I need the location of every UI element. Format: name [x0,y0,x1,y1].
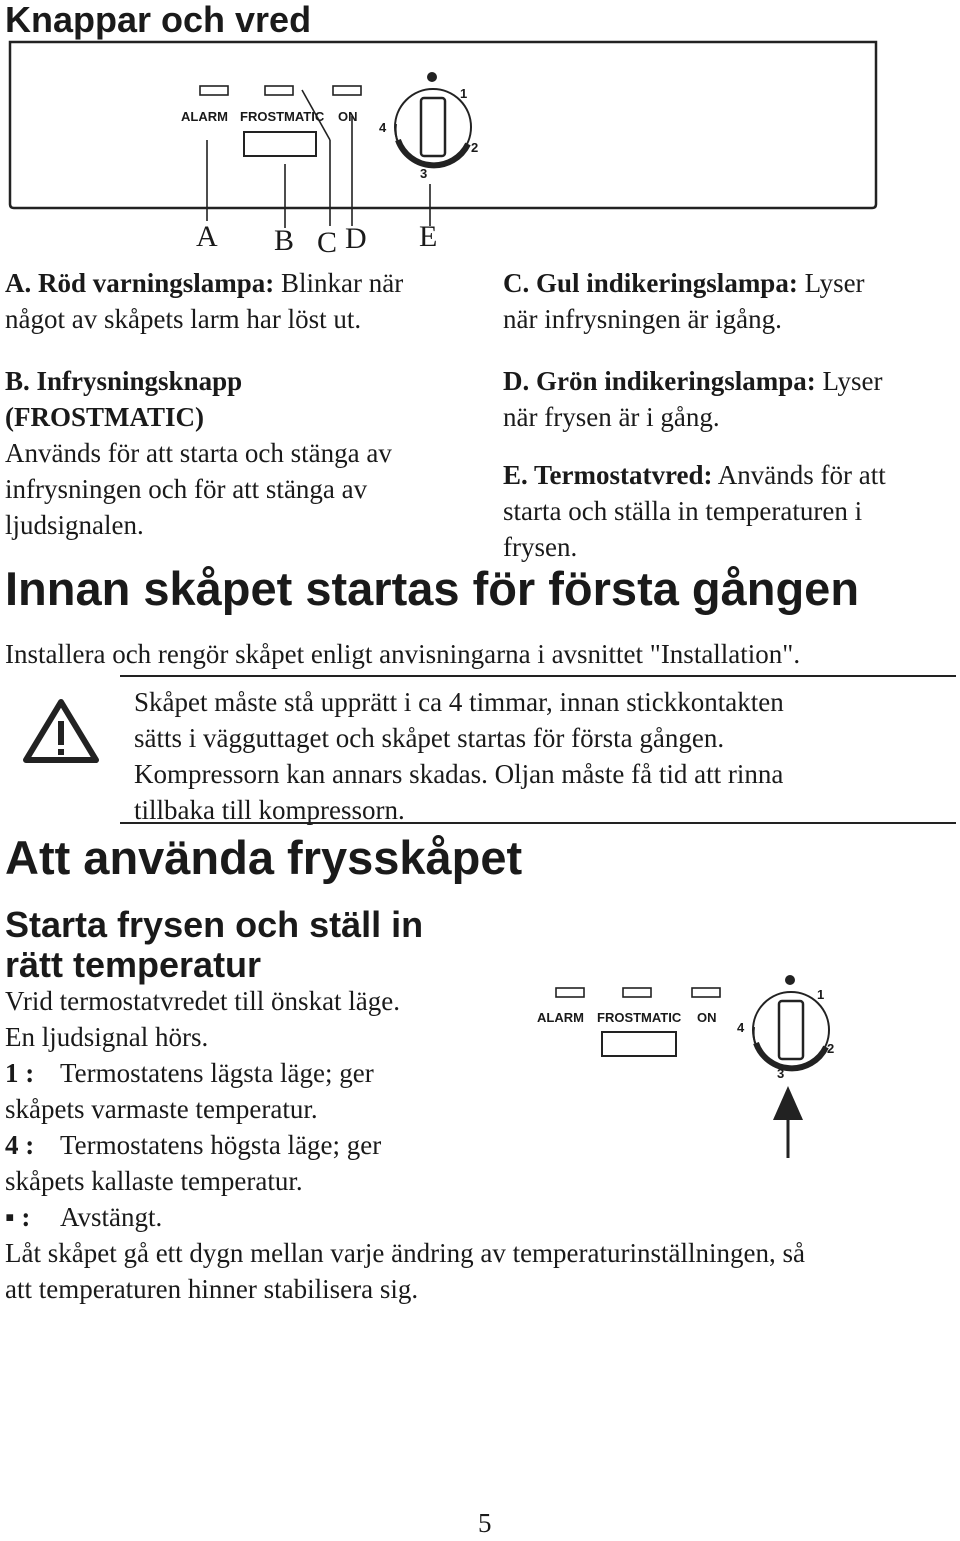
dial-mark-4-2: 4 [737,1020,745,1035]
subsection-title-line1: Starta frysen och ställ in [5,904,424,945]
key-off-text: Avstängt. [60,1202,163,1232]
legend-a-title: A. Röd varningslampa: [5,268,275,298]
legend-item-c [503,265,958,301]
before-start-intro: Installera och rengör skåpet enligt anvisningarna i avsnittet "Installation". [5,639,801,669]
section-title-controls: Knappar och vred [5,0,312,40]
legend-item-a [5,265,485,301]
on-panel-label: ON [338,109,358,124]
warning-line3: Kompressorn kan annars skadas. Oljan måste få tid att rinna [134,759,784,789]
legend-c-title: C. Gul indikeringslampa: [503,268,798,298]
warning-bottom-rule [120,822,956,824]
key-4-text: Termostatens högsta läge; ger [60,1130,382,1160]
dial-mark-3-2: 3 [777,1066,785,1081]
legend-b-line4: infrysningen och för att stänga av [5,474,368,504]
alarm-lamp-2 [556,988,584,997]
key-4: 4 : [5,1130,35,1160]
legend-b-subtitle: (FROSTMATIC) [5,402,204,432]
callout-d: D [345,222,367,255]
alarm-lamp [200,86,228,95]
callout-a: A [196,220,218,253]
on-panel-label-2: ON [697,1010,717,1025]
legend-b-title: B. Infrysningsknapp [5,366,243,396]
dial-mark-2: 2 [471,140,479,155]
legend-e-title: E. Termostatvred: [503,460,713,490]
frostmatic-lamp-2 [623,988,651,997]
callout-c: C [317,226,338,259]
warning-top-rule [120,675,956,677]
dial-mark-2-2: 2 [827,1041,835,1056]
frostmatic-lamp [265,86,293,95]
warning-text [134,684,784,828]
callout-e: E [419,220,438,253]
alarm-panel-label: ALARM [181,109,228,124]
legend-c-text: Lyser [804,268,865,298]
dial-mark-1-2: 1 [817,987,825,1002]
on-lamp-2 [692,988,720,997]
page-number: 5 [478,1508,492,1538]
usage-line2: En ljudsignal hörs. [5,1022,209,1052]
subsection-title-line2: rätt temperatur [5,944,262,985]
legend-item-d [503,363,958,399]
control-panel-diagram [0,36,960,259]
legend-e-text: Används för att [717,460,886,490]
section-title-using: Att använda frysskåpet [5,831,523,884]
section-title-before-start: Innan skåpet startas för första gången [5,562,860,615]
key-1-text: Termostatens lägsta läge; ger [60,1058,374,1088]
legend-right [503,265,958,565]
frostmatic-button-illustration [244,132,316,156]
legend-e-line3: frysen. [503,532,578,562]
dial-mark-3: 3 [420,166,428,181]
frostmatic-panel-label: FROSTMATIC [240,109,325,124]
control-panel-diagram-2 [520,960,840,1160]
legend-d-title: D. Grön indikeringslampa: [503,366,816,396]
on-lamp [333,86,361,95]
frostmatic-panel-label-2: FROSTMATIC [597,1010,682,1025]
legend-c-line2: när infrysningen är igång. [503,304,782,334]
key-1: 1 : [5,1058,35,1088]
warning-triangle-icon [22,697,100,765]
dial-mark-1: 1 [460,86,468,101]
usage-key-4-line2: skåpets kallaste temperatur. [5,1166,303,1196]
legend-a-text: Blinkar när [281,268,404,298]
legend-left [5,265,485,543]
alarm-panel-label-2: ALARM [537,1010,584,1025]
usage-line1: Vrid termostatvredet till önskat läge. [5,986,401,1016]
legend-d-text: Lyser [822,366,883,396]
key-off: ▪ : [5,1202,31,1232]
legend-item-e [503,457,958,493]
warning-line1: Skåpet måste stå upprätt i ca 4 timmar, innan stickkontakten [134,687,784,717]
legend-a-line2: något av skåpets larm har löst ut. [5,304,362,334]
usage-line3: Låt skåpet gå ett dygn mellan varje ändring av temperaturinställningen, så [5,1238,805,1268]
frostmatic-button-illustration-2 [602,1032,676,1056]
callout-b: B [274,224,295,257]
warning-line4: tillbaka till kompressorn. [134,795,405,825]
up-arrow-icon [773,1086,803,1158]
legend-b-line3: Används för att starta och stänga av [5,438,392,468]
usage-line4: att temperaturen hinner stabilisera sig. [5,1274,419,1304]
legend-d-line2: när frysen är i gång. [503,402,720,432]
usage-key-off [5,1199,955,1235]
legend-b-line5: ljudsignalen. [5,510,144,540]
subsection-title-start [5,905,423,985]
warning-line2: sätts i vägguttaget och skåpet startas för första gången. [134,723,725,753]
legend-e-line2: starta och ställa in temperaturen i [503,496,863,526]
usage-key-1-line2: skåpets varmaste temperatur. [5,1094,318,1124]
dial-mark-4: 4 [379,120,387,135]
